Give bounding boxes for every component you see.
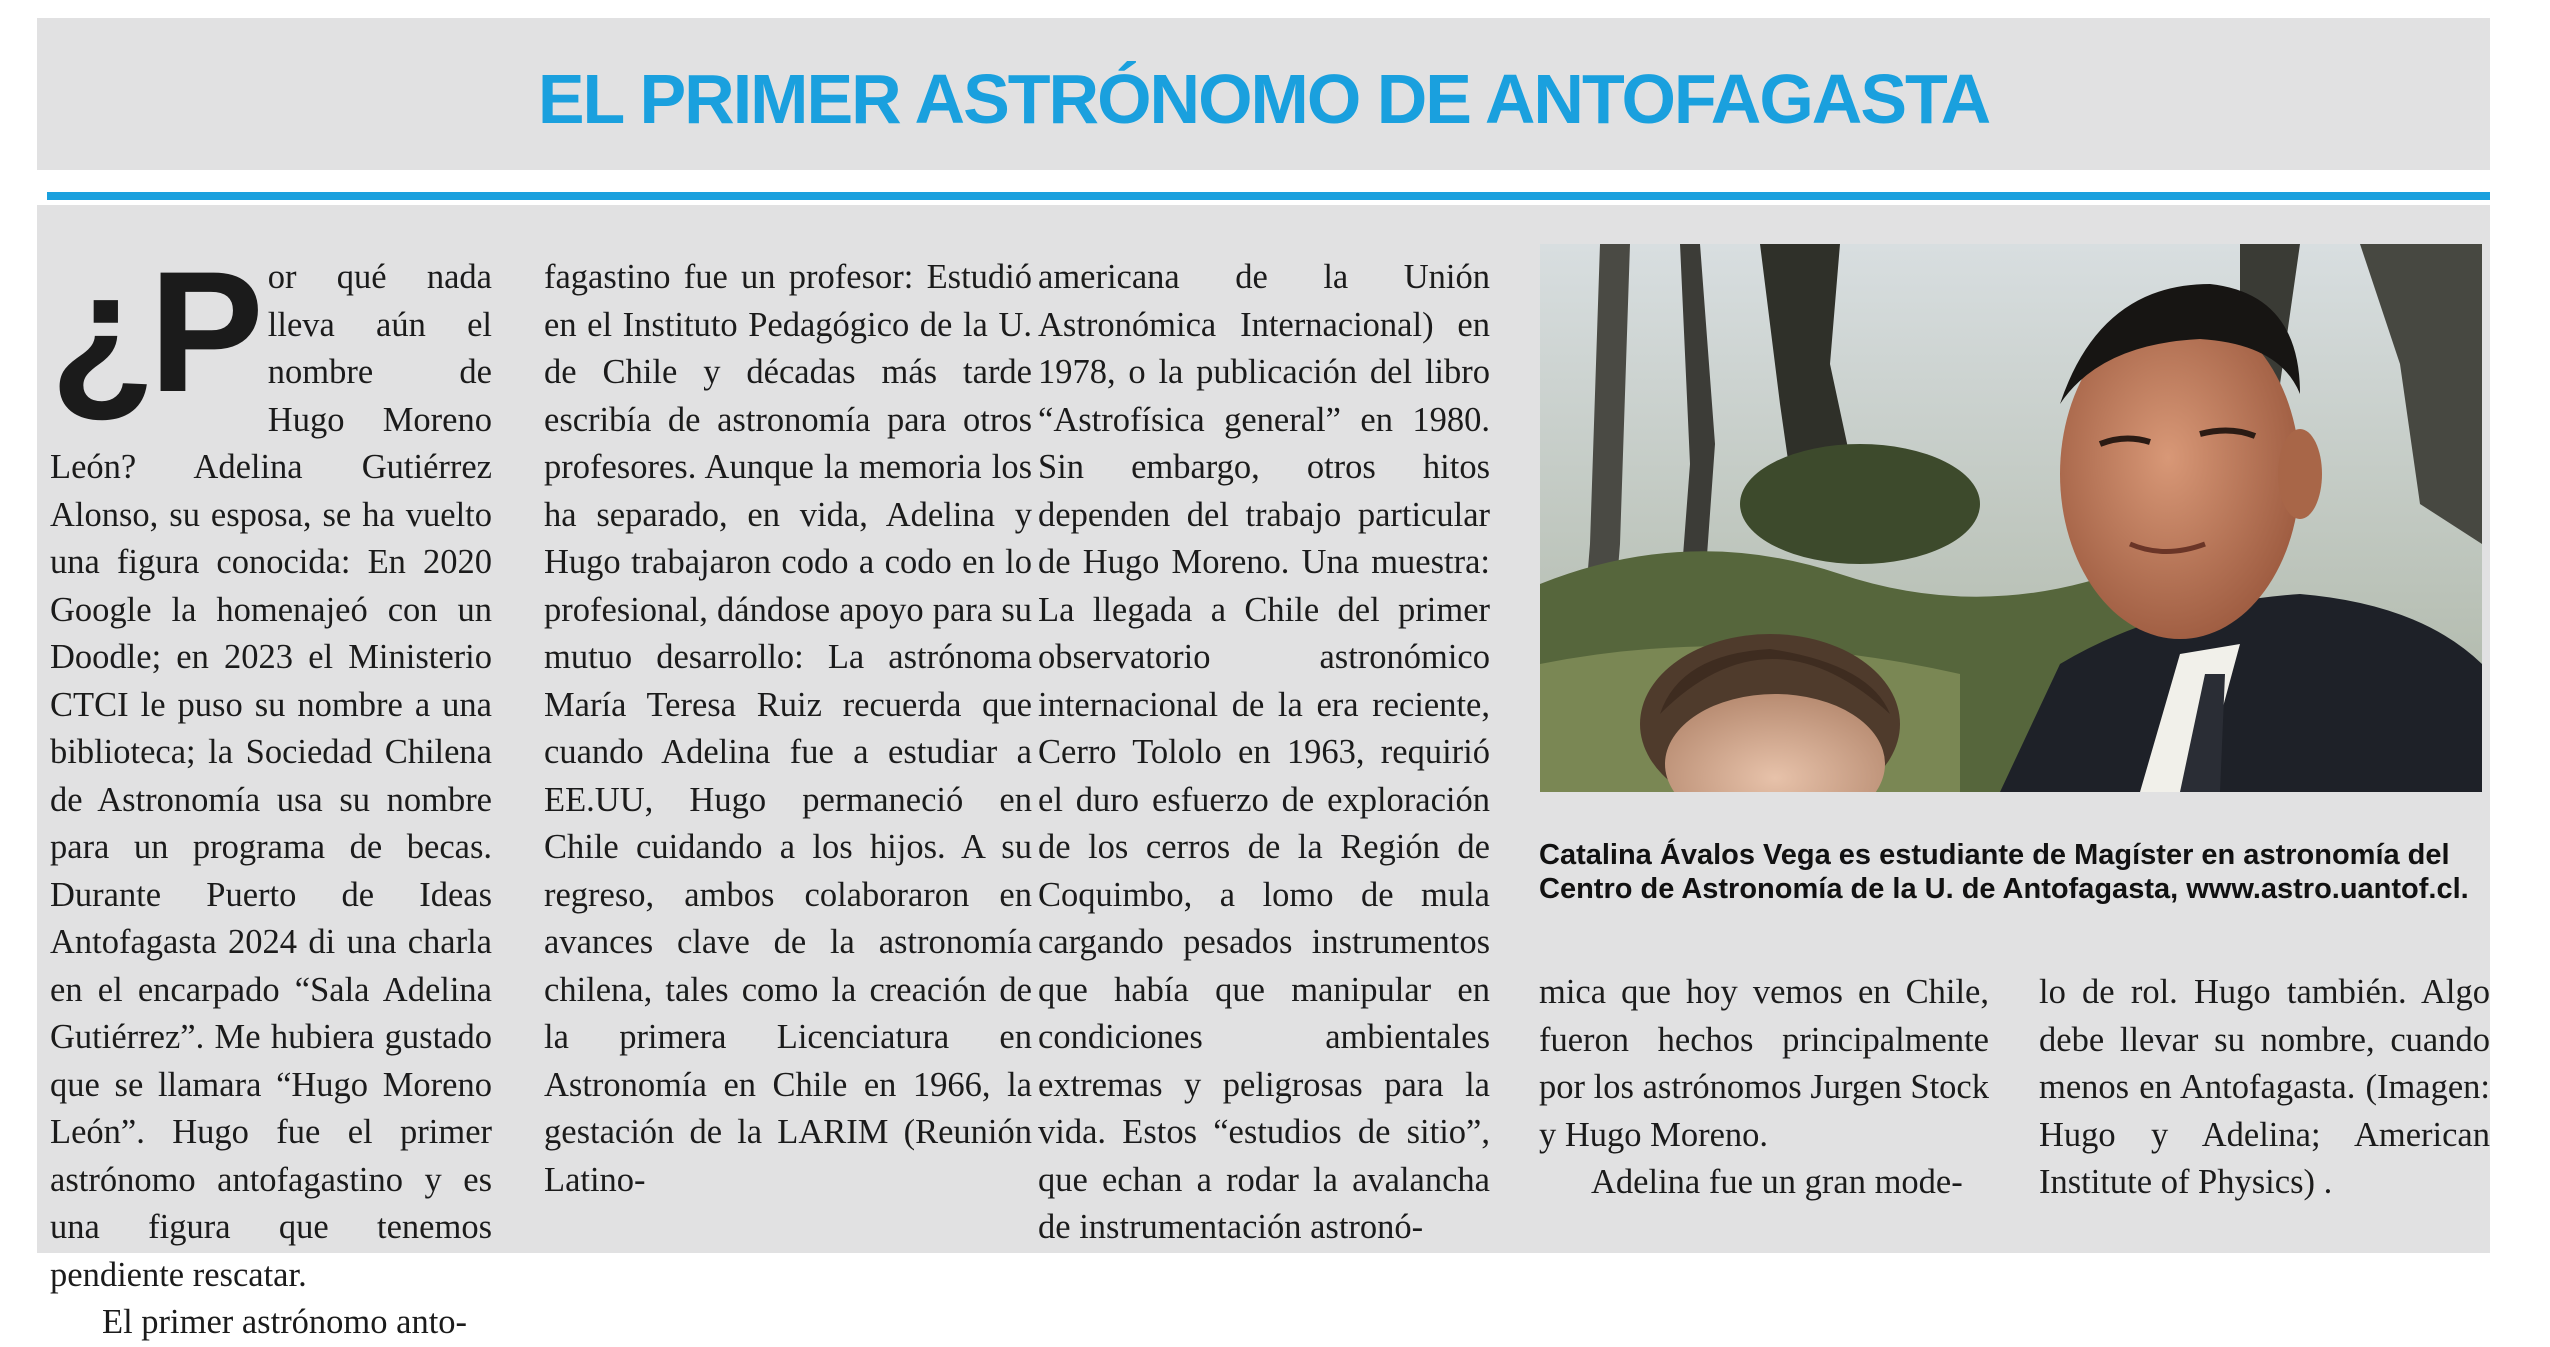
page-edge [2500, 0, 2550, 1275]
photo-caption: Catalina Ávalos Vega es estudiante de Magíster en astronomía del Centro de Astronomía de la U. de Antofagasta, www.astro.uantof.cl. [1539, 839, 2469, 905]
article-title: EL PRIMER ASTRÓNOMO DE ANTOFAGASTA [537, 60, 1990, 138]
column-3-text: americana de la Unión Astronómica Internacional) en 1978, o la publicación del libro “Astrofísica general” en 1980. Sin embargo, otros hitos dependen del trabajo particular de Hugo Moreno. Una muestra: La llegada a Chile del primer observatorio astronómico internacional de la era reciente, Cerro Tololo en 1963, requirió el duro esfuerzo de exploración de los cerros de la Región de Coquimbo, a lomo de mula cargando pesados instrumentos que había que manipular en condiciones ambientales extremas y peligrosas para la vida. Estos “estudios de sitio”, que echan a rodar la avalancha de instrumentación astronó- [1038, 258, 1490, 1246]
column-4 [1539, 969, 1989, 1207]
column-4-text: mica que hoy vemos en Chile, fueron hechos principalmente por los astrónomos Jurgen Stock y Hugo Moreno. [1539, 973, 1989, 1154]
column-2-text: fagastino fue un profesor: Estudió en el Instituto Pedagógico de la U. de Chile y décadas más tarde escribía de astronomía para otros profesores. Aunque la memoria los ha separado, en vida, Adelina y Hugo trabajaron codo a codo en lo profesional, dándose apoyo para su mutuo desarrollo: La astrónoma María Teresa Ruiz recuerda que cuando Adelina fue a estudiar a EE.UU, Hugo permaneció en Chile cuidando a los hijos. A su regreso, ambos colaboraron en avances clave de la astronomía chilena, tales como la creación de la primera Licenciatura en Astronomía en Chile en 1966, la gestación de la LARIM (Reunión Latino- [544, 258, 1032, 1199]
paragraph-2-start: El primer astrónomo anto- [102, 1303, 468, 1341]
opening-paragraph [50, 236, 492, 1299]
title-divider [47, 192, 2490, 200]
column-3 [1038, 254, 1490, 1252]
column-1 [50, 236, 492, 1347]
column-5 [2039, 969, 2490, 1207]
photo-hugo-and-adelina [1540, 244, 2482, 792]
column-2 [544, 254, 1032, 1204]
headline-band [37, 18, 2490, 170]
opening-text: or qué nada lleva aún el nombre de Hugo Moreno León? Adelina Gutiérrez Alonso, su esposa, se ha vuelto una figura conocida: En 2020 Google la homenajeó con un Doodle; en 2023 el Ministerio CTCI le puso su nombre a una biblioteca; la Sociedad Chilena de Astronomía usa su nombre para un programa de becas. Durante Puerto de Ideas Antofagasta 2024 di una charla en el encarpado “Sala Adelina Gutiérrez”. Me hubiera gustado que se llamara “Hugo Moreno León”. Hugo fue el primer astrónomo antofagastino y es una figura que tenemos pendiente rescatar. [50, 258, 492, 1294]
article-photo [1540, 244, 2482, 792]
drop-cap: ¿P [50, 236, 258, 428]
column-5-text: lo de rol. Hugo también. Algo debe llevar su nombre, cuando menos en Antofagasta. (Imagen: Hugo y Adelina; American Institute of Physics) . [2039, 973, 2490, 1201]
column-4-paragraph-2: Adelina fue un gran mode- [1591, 1163, 1963, 1201]
